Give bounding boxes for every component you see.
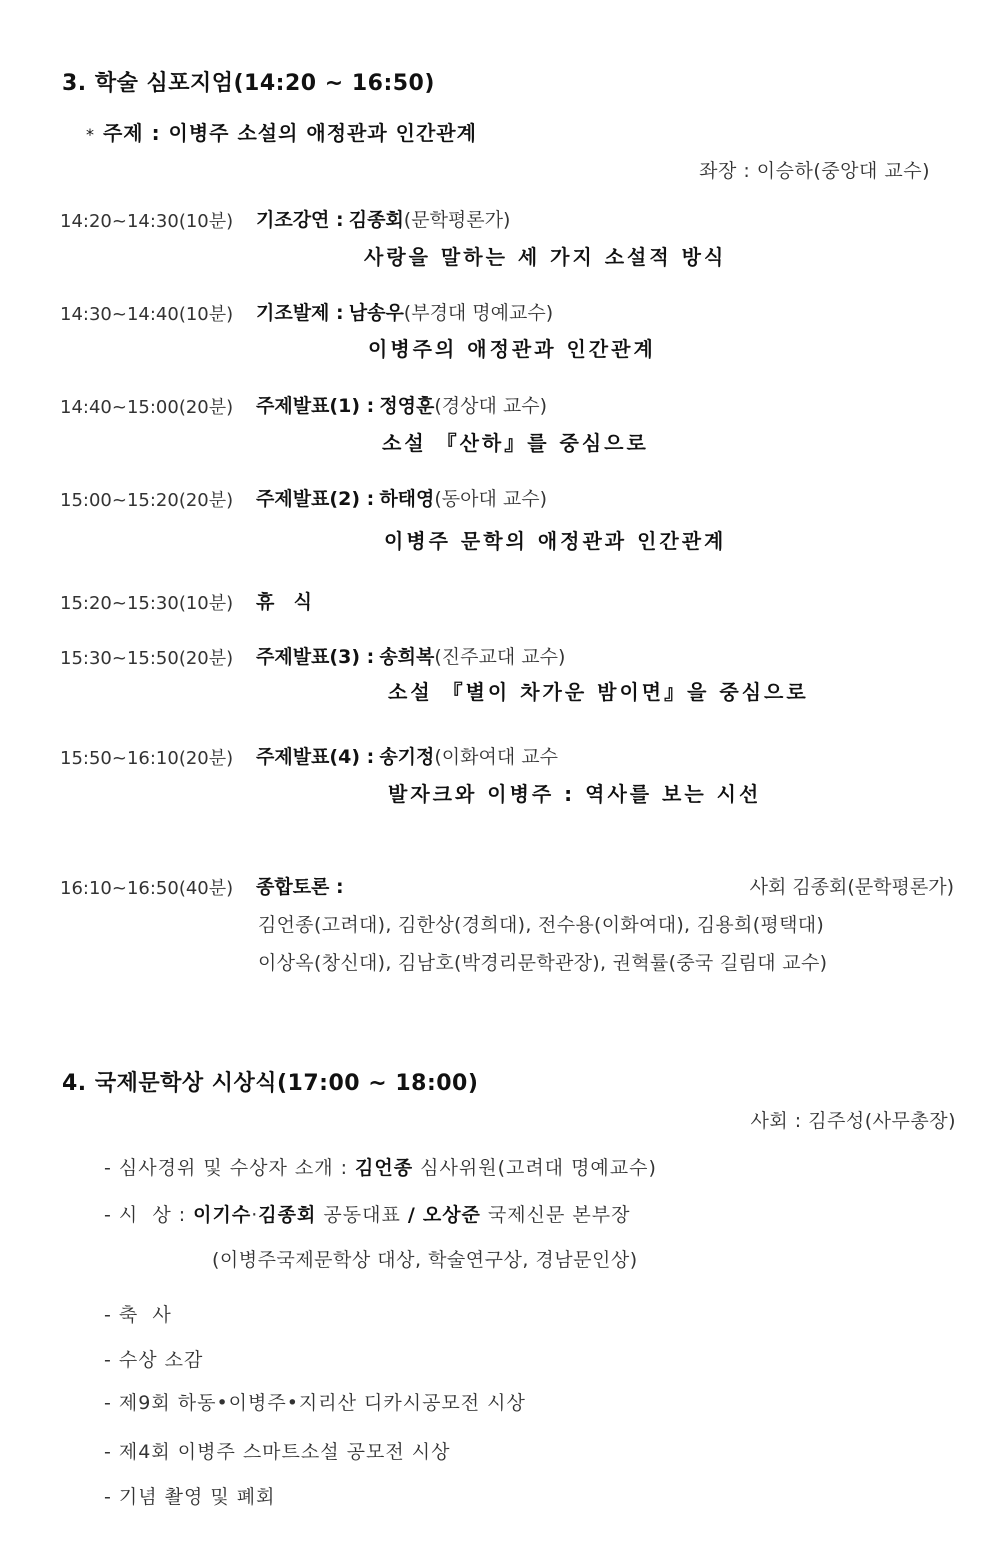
person-name: 오상준 [422,1204,481,1226]
speaker-affiliation: (진주교대 교수) [434,646,566,668]
session-time: 15:20~15:30(10분) [60,593,234,614]
review-item [104,1153,657,1180]
speech-item: - 수상 소감 [104,1349,204,1371]
speaker-name: 정영훈 [379,395,435,417]
symposium-theme [86,117,477,146]
section3-title: 3. 학술 심포지엄(14:20 ~ 16:50) [62,71,435,96]
bullet-marker: * [86,125,95,144]
session-speaker [256,298,553,325]
speaker-affiliation: (문학평론가) [403,209,511,231]
chair-info: 좌장 : 이승하(중앙대 교수) [699,160,930,182]
speaker-affiliation: (경상대 교수) [434,395,548,417]
item-text: - 시 상 : [104,1204,194,1226]
discussion-moderator: 사회 김종회(문학평론가) [749,876,954,898]
speaker-name: 송희복 [379,646,435,668]
slash-separator: / [407,1204,416,1226]
person-name: 이기수 [193,1204,252,1226]
person-name: 김종회 [258,1204,317,1226]
speaker-affiliation: (동아대 교수) [434,488,548,510]
session-speaker [256,205,510,232]
contest9-item: - 제9회 하동•이병주•지리산 디카시공모전 시상 [104,1392,526,1414]
person-name: 김언종 [355,1157,414,1179]
speaker-name: 남송우 [348,302,404,324]
session-role: 기조강연 : [256,209,344,231]
panelists-line-2: 이상옥(창신대), 김남호(박경리문학관장), 권혁률(중국 길림대 교수) [258,952,828,974]
theme-text: 주제 : 이병주 소설의 애정관과 인간관계 [102,121,477,145]
speaker-name: 하태영 [379,488,435,510]
session-role: 주제발표(4) : [256,746,375,768]
talk-title: 발자크와 이병주 : 역사를 보는 시선 [388,782,762,806]
panelists-line-1: 김언종(고려대), 김한상(경희대), 전수용(이화여대), 김용희(평택대) [258,914,825,936]
session-role: 종합토론 : [256,876,344,898]
session-role: 주제발표(3) : [256,646,375,668]
session-time: 14:20~14:30(10분) [60,211,234,232]
speaker-name: 송기정 [379,746,435,768]
session-role: 기조발제 : [256,302,344,324]
item-text: 심사위원(고려대 명예교수) [413,1157,657,1179]
session-time: 15:50~16:10(20분) [60,748,234,769]
closing-item: - 기념 촬영 및 폐회 [104,1486,276,1508]
award-categories: (이병주국제문학상 대상, 학술연구상, 경남문인상) [212,1249,638,1271]
talk-title: 소설 『산하』를 중심으로 [382,431,649,455]
break-label: 휴 식 [256,591,314,613]
talk-title: 사랑을 말하는 세 가지 소설적 방식 [364,245,727,269]
session-time: 14:40~15:00(20분) [60,397,234,418]
session-role: 주제발표(2) : [256,488,375,510]
talk-title: 이병주 문학의 애정관과 인간관계 [384,529,727,553]
speaker-affiliation: (부경대 명예교수) [403,302,554,324]
session-speaker [256,742,558,769]
session-speaker [256,484,547,511]
item-text: 공동대표 [316,1204,408,1226]
session-time: 14:30~14:40(10분) [60,304,234,325]
contest4-item: - 제4회 이병주 스마트소설 공모전 시상 [104,1441,451,1463]
congrats-item: - 축 사 [104,1304,172,1326]
session-speaker [256,642,565,669]
item-text: - 심사경위 및 수상자 소개 : [104,1157,356,1179]
session-time: 16:10~16:50(40분) [60,878,234,899]
item-text: 국제신문 본부장 [480,1204,631,1226]
section4-title: 4. 국제문학상 시상식(17:00 ~ 18:00) [62,1071,479,1096]
separator: · [251,1204,259,1226]
session-time: 15:00~15:20(20분) [60,490,234,511]
session-role: 주제발표(1) : [256,395,375,417]
session-time: 15:30~15:50(20분) [60,648,234,669]
award-item [104,1200,630,1227]
talk-title: 소설 『별이 차가운 밤이면』을 중심으로 [388,680,809,704]
talk-title: 이병주의 애정관과 인간관계 [368,337,656,361]
session-speaker [256,391,547,418]
speaker-name: 김종회 [348,209,404,231]
speaker-affiliation: (이화여대 교수 [434,746,558,768]
ceremony-host: 사회 : 김주성(사무총장) [750,1110,956,1132]
